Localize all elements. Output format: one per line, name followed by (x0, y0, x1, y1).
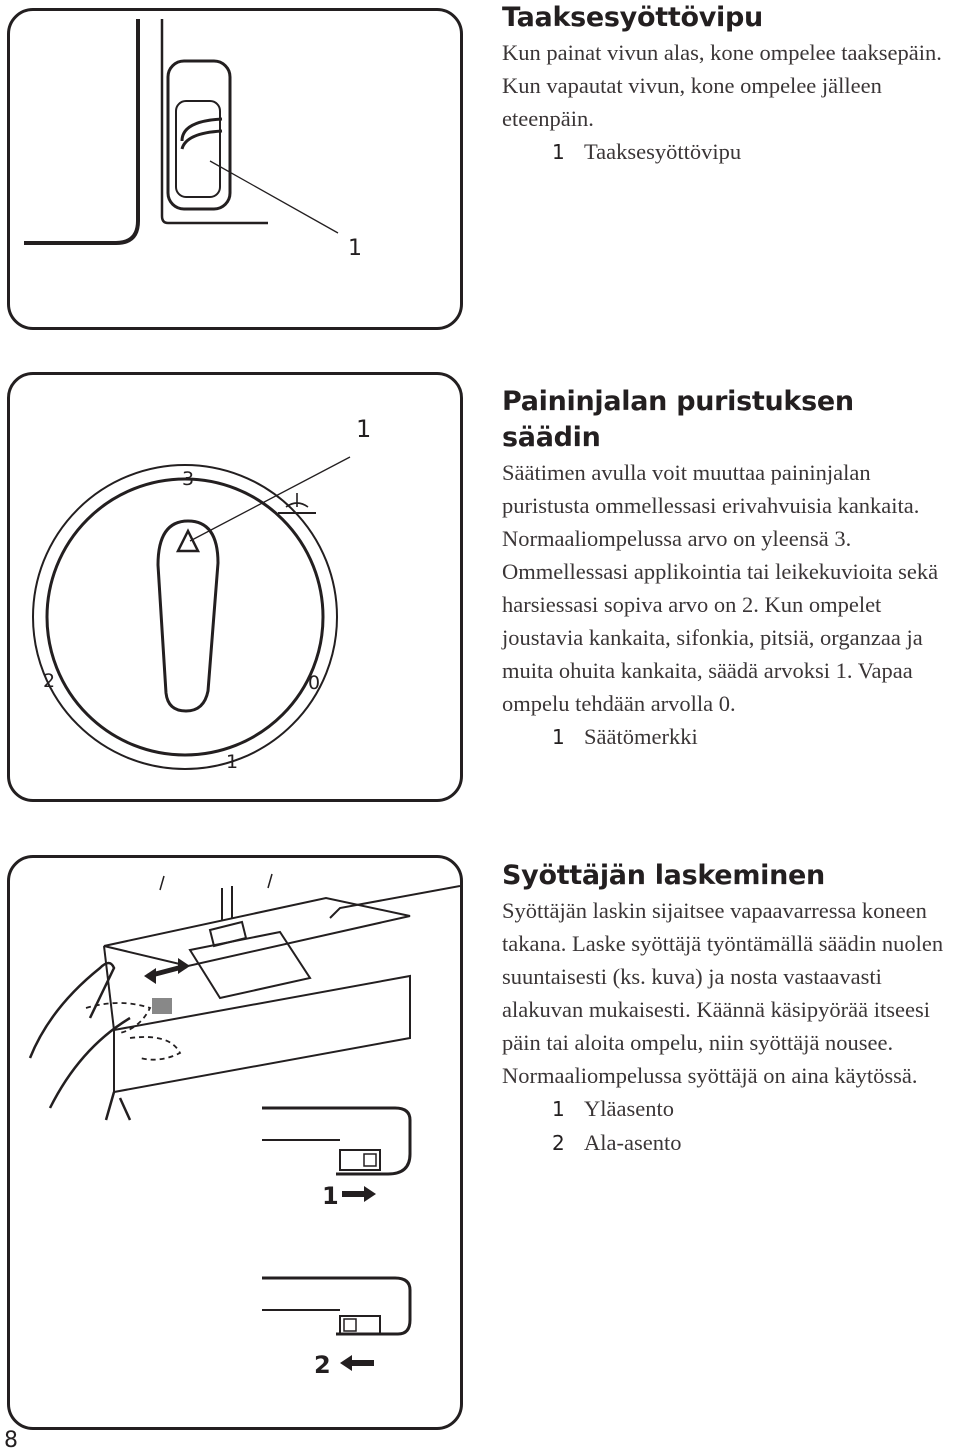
pressure-dial-section (502, 384, 957, 754)
dial-value-2: 2 (43, 670, 56, 692)
feed-dog-position-1: 1 (322, 1182, 339, 1210)
legend-number: 1 (552, 725, 565, 749)
legend-label: Säätömerkki (584, 724, 698, 749)
legend-label: Taaksesyöttövipu (584, 139, 742, 164)
feed-dog-figure (7, 855, 463, 1430)
reverse-lever-section (502, 0, 957, 169)
reverse-lever-callout: 1 (348, 236, 362, 261)
reverse-lever-figure (7, 8, 463, 330)
page-number: 8 (4, 1428, 18, 1453)
dial-value-3: 3 (182, 468, 195, 490)
pressure-dial-callout: 1 (356, 415, 372, 443)
pressure-dial-figure (7, 372, 463, 802)
reverse-lever-description: Kun painat vivun alas, kone ompelee taaksepäin. Kun vapautat vivun, kone ompelee jälleen eteenpäin. (502, 40, 942, 131)
feed-dog-illustration (10, 858, 463, 1430)
pressure-dial-illustration (10, 375, 463, 802)
feed-dog-legend-item-1 (552, 1092, 957, 1126)
feed-dog-section (502, 858, 957, 1160)
dial-value-0: 0 (308, 672, 321, 694)
legend-number: 1 (552, 140, 565, 164)
feed-dog-position-2: 2 (314, 1351, 331, 1379)
pressure-dial-description: Säätimen avulla voit muuttaa paininjalan puristusta ommellessasi erivahvuisia kankaita. Normaaliompelussa arvo on yleensä 3. Ommellessasi applikointia tai leikekuvioita sekä harsiessasi sopiva arvo on 2. Kun ompelet joustavia kankaita, sifonkia, pitsiä, organzaa ja muita ohuita kankaita, säädä arvoksi 1. Vapaa ompelu tehdään arvolla 0. (502, 460, 939, 716)
feed-dog-description: Syöttäjän laskin sijaitsee vapaavarressa koneen takana. Laske syöttäjä työntämällä säädin nuolen suuntaisesti (ks. kuva) ja nosta vastaavasti alakuvan mukaisesti. Käännä käsipyörää itseesi päin tai aloita ompelu, niin syöttäjä nousee. Normaaliompelussa syöttäjä on aina käytössä. (502, 898, 944, 1088)
legend-number: 1 (552, 1097, 565, 1121)
legend-number: 2 (552, 1131, 565, 1155)
reverse-lever-legend-item (552, 135, 957, 169)
legend-label: Yläasento (584, 1096, 674, 1121)
reverse-lever-heading: Taaksesyöttövipu (502, 2, 763, 33)
legend-label: Ala-asento (584, 1130, 682, 1155)
reverse-lever-illustration (10, 11, 463, 330)
pressure-dial-heading: Paininjalan puristuksen säädin (502, 386, 854, 453)
pressure-dial-legend-item (552, 720, 957, 754)
feed-dog-legend-item-2 (552, 1126, 957, 1160)
dial-value-1: 1 (226, 751, 239, 773)
feed-dog-heading: Syöttäjän laskeminen (502, 860, 825, 891)
